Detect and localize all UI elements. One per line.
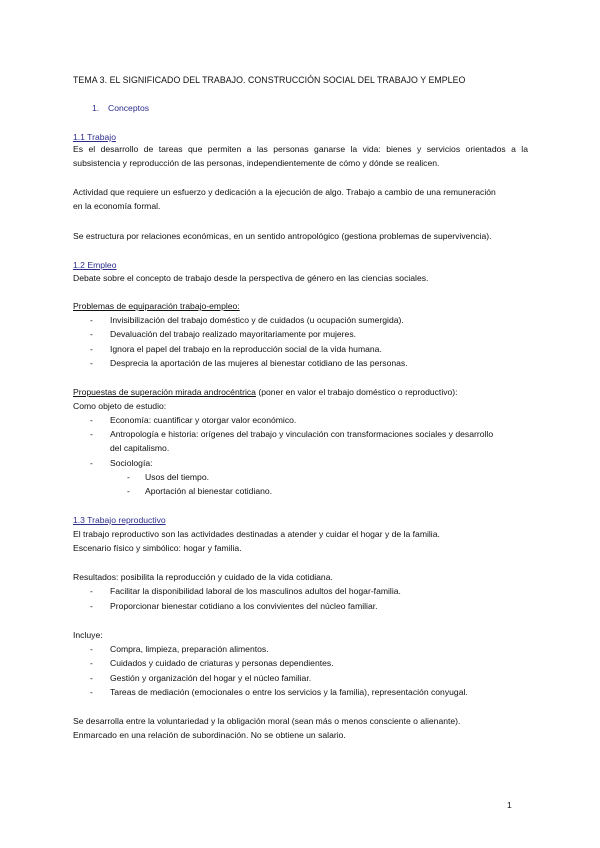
- bullet-dash: -: [90, 315, 93, 325]
- bullet-dash: -: [90, 658, 93, 668]
- bullet-dash: -: [90, 329, 93, 339]
- list-item: Sociología:: [110, 458, 153, 468]
- sub-list-item: Usos del tiempo.: [145, 472, 210, 482]
- list-item: Economía: cuantificar y otorgar valor económico.: [110, 415, 297, 425]
- list-item: Desprecia la aportación de las mujeres al bienestar cotidiano de las personas.: [110, 358, 408, 368]
- list-heading-problems: Problemas de equiparación trabajo-empleo:: [73, 301, 240, 311]
- bullet-dash: -: [90, 415, 93, 425]
- list-item: Cuidados y cuidado de criaturas y personas dependientes.: [110, 658, 334, 668]
- list-item: Tareas de mediación (emocionales o entre los servicios y la familia), representación conyugal.: [110, 687, 468, 697]
- paragraph-line: en la economía formal.: [73, 201, 161, 211]
- bullet-dash: -: [127, 486, 130, 496]
- list-item: Proporcionar bienestar cotidiano a los convivientes del núcleo familiar.: [110, 601, 378, 611]
- bullet-dash: -: [127, 472, 130, 482]
- subsection-heading-trabajo: 1.1 Trabajo: [73, 132, 116, 142]
- paragraph-line: Se estructura por relaciones económicas, en un sentido antropológico (gestiona problemas de supervivencia).: [73, 231, 492, 241]
- sub-list-item: Aportación al bienestar cotidiano.: [145, 486, 273, 496]
- proposals-heading-tail: (poner en valor el trabajo doméstico o reproductivo):: [255, 387, 458, 397]
- list-heading-results: Resultados: posibilita la reproducción y cuidado de la vida cotidiana.: [73, 572, 333, 582]
- section-number: 1.: [92, 103, 100, 113]
- paragraph-line: Se desarrolla entre la voluntariedad y la obligación moral (sean más o menos consciente o alienante).: [73, 716, 461, 726]
- bullet-dash: -: [90, 458, 93, 468]
- list-item: Ignora el papel del trabajo en la reproducción social de la vida humana.: [110, 344, 382, 354]
- bullet-dash: -: [90, 687, 93, 697]
- list-item: Compra, limpieza, preparación alimentos.: [110, 644, 269, 654]
- list-item: Invisibilización del trabajo doméstico y de cuidados (u ocupación sumergida).: [110, 315, 404, 325]
- page-number: 1: [507, 800, 512, 810]
- bullet-dash: -: [90, 673, 93, 683]
- paragraph-line: Es el desarrollo de tareas que permiten a las personas ganarse la vida: bienes y servicios orientados a la: [73, 144, 528, 154]
- bullet-dash: -: [90, 644, 93, 654]
- list-heading-includes: Incluye:: [73, 630, 103, 640]
- paragraph-line: Actividad que requiere un esfuerzo y dedicación a la ejecución de algo. Trabajo a cambio de una remuneración: [73, 187, 496, 197]
- proposals-heading: Propuestas de superación mirada androcéntrica: [73, 387, 256, 397]
- page-title: TEMA 3. EL SIGNIFICADO DEL TRABAJO. CONSTRUCCIÓN SOCIAL DEL TRABAJO Y EMPLEO: [73, 75, 466, 85]
- section-heading-conceptos: Conceptos: [108, 103, 150, 113]
- list-item-continuation: del capitalismo.: [110, 443, 170, 453]
- paragraph-line: Debate sobre el concepto de trabajo desde la perspectiva de género en las ciencias sociales.: [73, 273, 429, 283]
- list-item: Antropología e historia: orígenes del trabajo y vinculación con transformaciones sociales y desarrollo: [110, 429, 494, 439]
- subsection-heading-empleo: 1.2 Empleo: [73, 260, 117, 270]
- bullet-dash: -: [90, 601, 93, 611]
- subsection-heading-trabajo-reproductivo: 1.3 Trabajo reproductivo: [73, 515, 166, 525]
- paragraph-line: El trabajo reproductivo son las actividades destinadas a atender y cuidar el hogar y de la familia.: [73, 529, 440, 539]
- paragraph-line: Como objeto de estudio:: [73, 401, 167, 411]
- bullet-dash: -: [90, 429, 93, 439]
- list-item: Facilitar la disponibilidad laboral de los masculinos adultos del hogar-familia.: [110, 586, 401, 596]
- bullet-dash: -: [90, 586, 93, 596]
- list-item: Gestión y organización del hogar y el núcleo familiar.: [110, 673, 312, 683]
- bullet-dash: -: [90, 358, 93, 368]
- proposals-heading-line: [73, 387, 458, 398]
- paragraph-line: Escenario físico y simbólico: hogar y familia.: [73, 543, 242, 553]
- bullet-dash: -: [90, 344, 93, 354]
- paragraph-line: Enmarcado en una relación de subordinación. No se obtiene un salario.: [73, 730, 346, 740]
- paragraph-line: subsistencia y reproducción de las personas, independientemente de cómo y dónde se realicen.: [73, 158, 440, 168]
- list-item: Devaluación del trabajo realizado mayoritariamente por mujeres.: [110, 329, 357, 339]
